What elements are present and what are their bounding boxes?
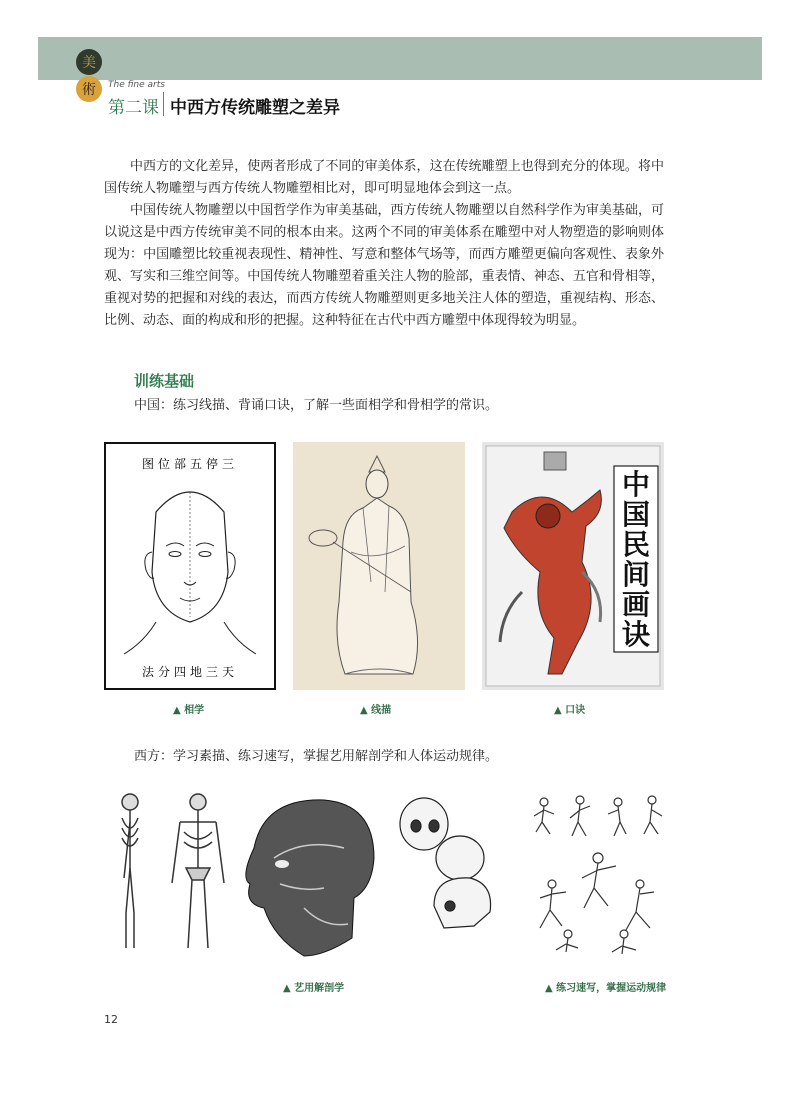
section-heading-training: 训练基础: [134, 372, 195, 390]
folk-title-char-6: 诀: [621, 618, 651, 651]
logo-char-1: 美: [82, 55, 96, 71]
skulls: [400, 798, 491, 928]
folk-title-char-1: 中: [621, 468, 651, 501]
folk-formula-figure: [482, 442, 664, 690]
body-text: [104, 156, 664, 332]
header-band: [38, 37, 762, 80]
paragraph-1: 中西方的文化差异，使两者形成了不同的审美体系，这在传统雕塑上也得到充分的体现。将中国传统人物雕塑与西方传统人物雕塑相比对，即可明显地体会到这一点。: [104, 159, 664, 196]
west-training-line: 西方：学习素描、练习速写，掌握艺用解剖学和人体运动规律。: [134, 749, 499, 764]
face-chart-top-text: 图位部五停三: [141, 457, 239, 471]
caption-formula: ▲ 口诀: [554, 705, 586, 716]
caption-physiognomy: ▲ 相学: [173, 705, 205, 716]
logo-char-2: 術: [82, 82, 96, 98]
title-divider: [163, 92, 164, 116]
caption-anatomy: ▲ 艺用解剖学: [283, 983, 345, 994]
folk-title-char-4: 间: [621, 558, 651, 591]
page-number: 12: [104, 1013, 118, 1026]
skeleton-side: [122, 794, 138, 948]
lesson-number: 第二课: [108, 98, 159, 118]
page-title: 中西方传统雕塑之差异: [170, 98, 340, 118]
line-drawing-figure: [293, 442, 465, 690]
face-chart-bottom-text: 法分四地三天: [141, 665, 239, 679]
face-chart-figure: [104, 442, 276, 690]
paragraph-2: 中国传统人物雕塑以中国哲学作为审美基础，西方传统人物雕塑以自然科学作为审美基础，可以说这是中西方传统审美不同的根本由来。这两个不同的审美体系在雕塑中对人物塑造的影响则体现为：中国雕塑比较重视表现性、精神性、写意和整体气场等，而西方雕塑更偏向客观性、表象外观、写实和三维空间等。中国传统人物雕塑着重关注人物的脸部，重表情、神态、五官和骨相等，重视对势的把握和对线的表达，而西方传统人物雕塑则更多地关注人体的塑造，重视结构、形态、比例、动态、面的构成和形的把握。这种特征在古代中西方雕塑中体现得较为明显。: [104, 203, 664, 328]
caption-sketches: ▲ 练习速写，掌握运动规律: [545, 983, 667, 994]
fine-arts-logo: [72, 48, 106, 118]
folk-title-char-5: 画: [621, 588, 651, 621]
anatomy-figure: [104, 788, 494, 958]
muscle-head: [246, 800, 374, 956]
sketches-figure: [528, 788, 668, 958]
header-subtitle-en: The fine arts: [108, 80, 165, 90]
caption-line-drawing: ▲ 线描: [360, 705, 392, 716]
folk-title-char-2: 国: [621, 498, 651, 531]
china-training-line: 中国：练习线描、背诵口诀，了解一些面相学和骨相学的常识。: [134, 398, 499, 413]
folk-title-char-3: 民: [621, 528, 651, 561]
skeleton-back: [172, 794, 224, 948]
